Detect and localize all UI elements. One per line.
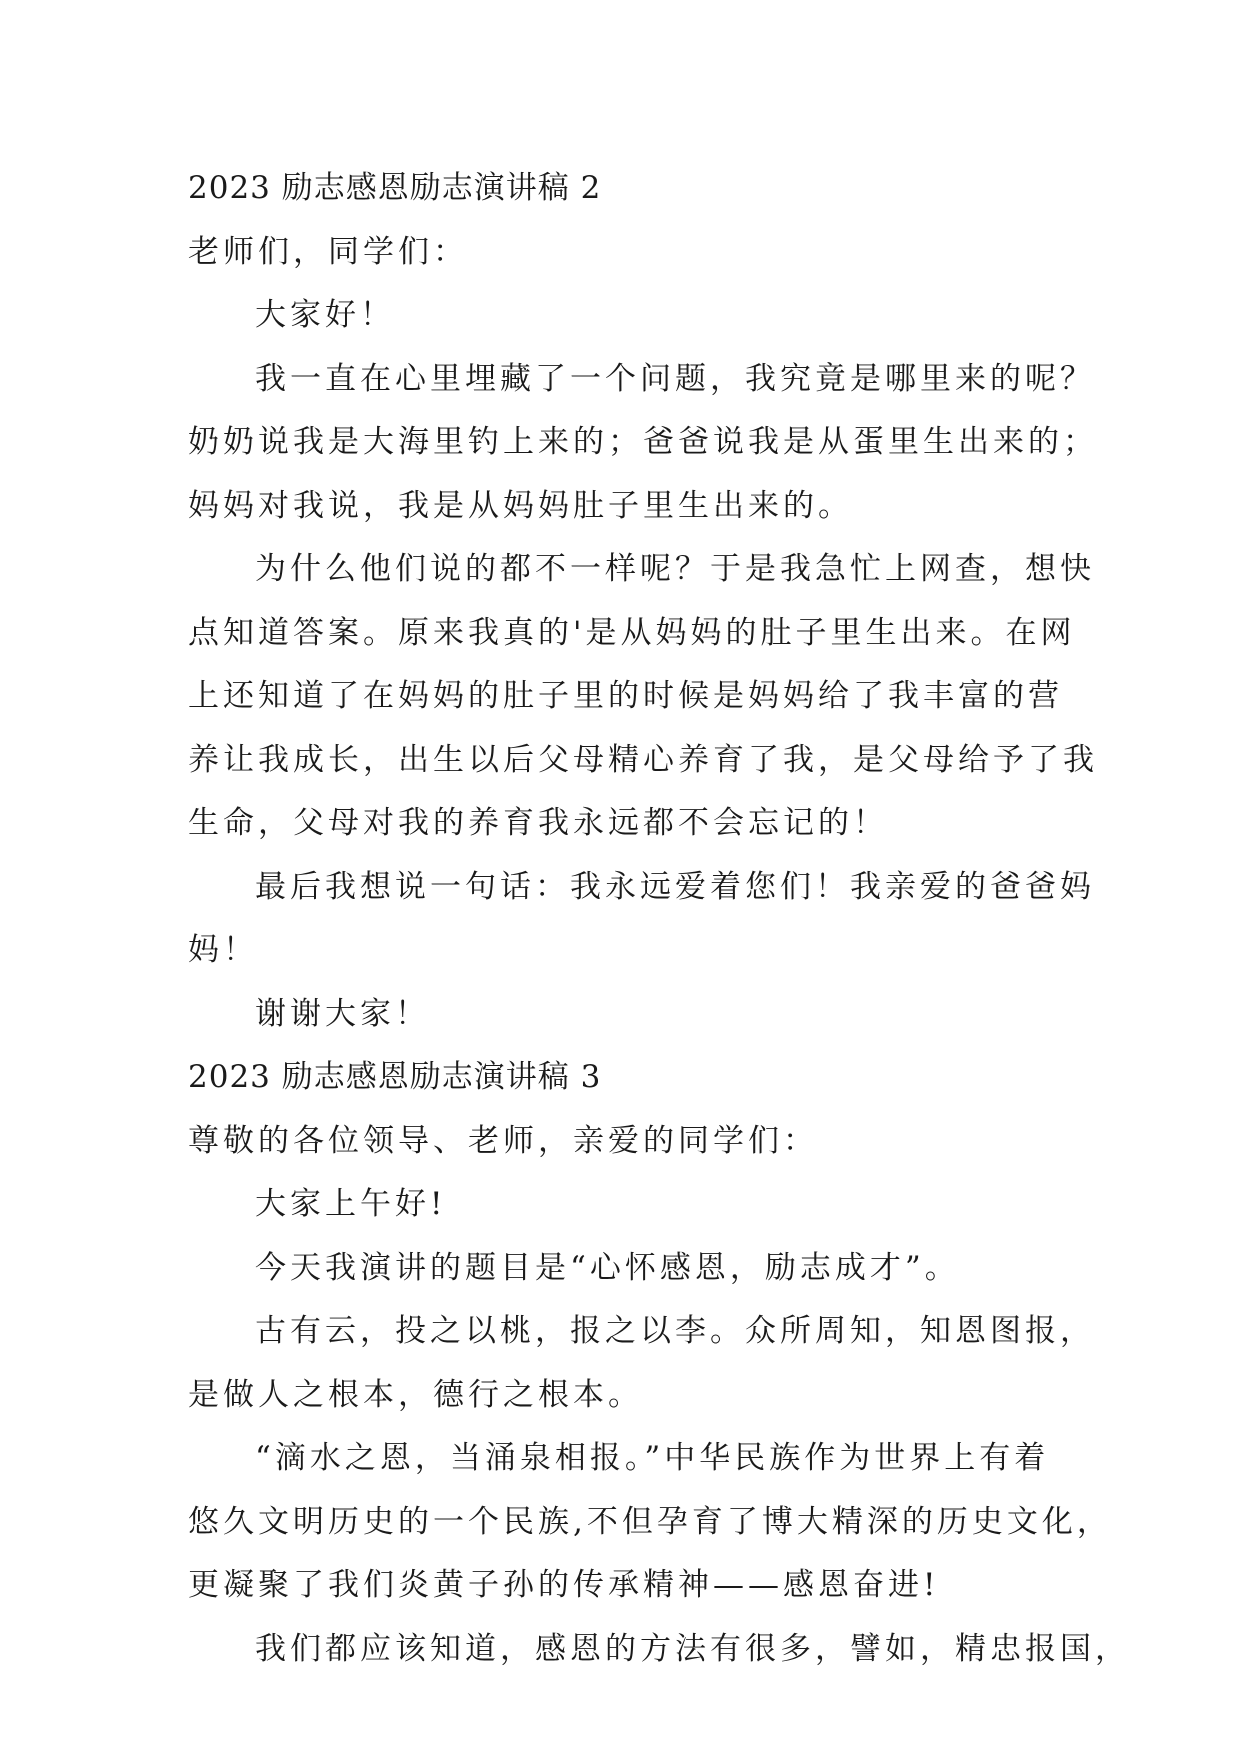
paragraph-line: 养让我成长，出生以后父母精心养育了我，是父母给予了我 [188,741,1098,778]
paragraph-line: “滴水之恩，当涌泉相报。”中华民族作为世界上有着 [255,1440,1050,1476]
paragraph-line: 是做人之根本，德行之根本。 [188,1376,643,1413]
document-body [188,157,1130,1681]
paragraph-line: 奶奶说我是大海里钓上来的；爸爸说我是从蛋里生出来的； [188,424,1098,460]
paragraph-line: 最后我想说一句话：我永远爱着您们！我亲爱的爸爸妈 [255,868,1095,905]
closing-thanks: 谢谢大家！ [255,995,430,1032]
speech-title-2: 2023 励志感恩励志演讲稿 2 [188,170,602,206]
paragraph-line: 今天我演讲的题目是“心怀感恩，励志成才”。 [255,1249,960,1286]
paragraph-line: 妈妈对我说，我是从妈妈肚子里生出来的。 [188,487,853,524]
paragraph-line: 古有云，投之以桃，报之以李。众所周知，知恩图报， [255,1313,1095,1349]
paragraph-line: 点知道答案。原来我真的'是从妈妈的肚子里生出来。在网 [188,614,1076,651]
salutation: 尊敬的各位领导、老师，亲爱的同学们： [188,1122,818,1159]
greeting: 大家上午好! [255,1186,447,1222]
paragraph-line: 妈！ [188,932,258,968]
paragraph-line: 我一直在心里埋藏了一个问题，我究竟是哪里来的呢？ [255,360,1095,397]
paragraph-line: 上还知道了在妈妈的肚子里的时候是妈妈给了我丰富的营 [188,678,1063,714]
paragraph-line: 悠久文明历史的一个民族,不但孕育了博大精深的历史文化， [188,1503,1112,1540]
paragraph-line: 我们都应该知道，感恩的方法有很多，譬如，精忠报国， [255,1630,1130,1667]
paragraph-line: 生命，父母对我的养育我永远都不会忘记的！ [188,805,888,841]
speech-title-3: 2023 励志感恩励志演讲稿 3 [188,1059,602,1095]
paragraph-line: 为什么他们说的都不一样呢？于是我急忙上网查，想快 [255,551,1095,587]
paragraph-line: 更凝聚了我们炎黄子孙的传承精神——感恩奋进! [188,1567,940,1603]
salutation: 老师们，同学们： [188,233,468,270]
greeting: 大家好！ [255,297,395,333]
